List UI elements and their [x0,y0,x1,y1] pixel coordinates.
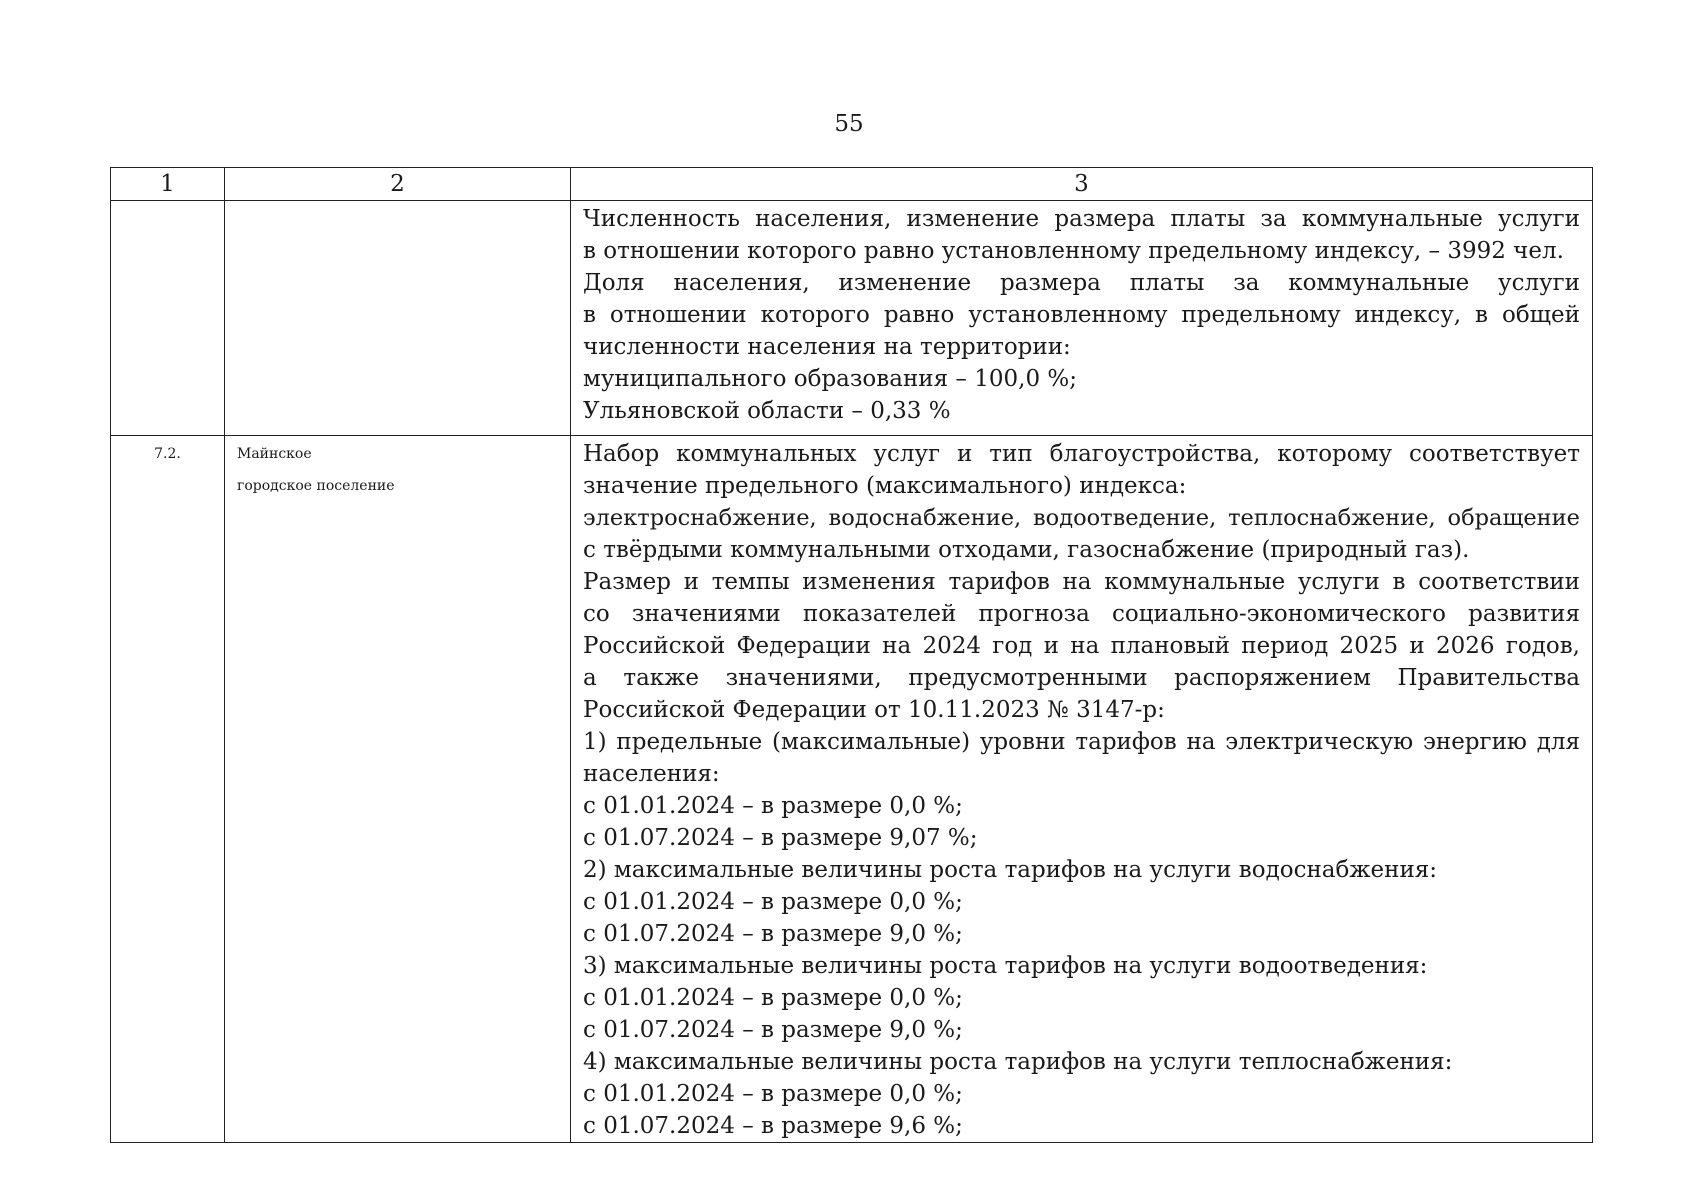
content-line: значение предельного (максимального) индекса: [583,473,1187,499]
column-header-3: 3 [571,168,1593,201]
content-cell [571,436,1593,1143]
content-line: в отношении которого равно установленному предельному индексу, – 3992 чел. [583,238,1564,264]
content-line: с 01.01.2024 – в размере 0,0 %; [583,889,963,915]
content-line: Численность населения, изменение размера платы за коммунальные услуги [583,206,1580,232]
content-line: 2) максимальные величины роста тарифов на услуги водоснабжения: [583,857,1438,883]
table-header-row [111,168,1593,201]
content-line: населения: [583,761,720,787]
tariff-table [110,167,1593,1143]
content-line: Ульяновской области – 0,33 % [583,398,951,424]
content-line: с 01.01.2024 – в размере 0,0 %; [583,793,963,819]
row-number-cell [111,201,225,436]
content-cell [571,201,1593,436]
content-line: со значениями показателей прогноза социально-экономического развития [583,601,1580,627]
content-line: 3) максимальные величины роста тарифов на услуги водоотведения: [583,953,1428,979]
content-line: Доля населения, изменение размера платы за коммунальные услуги [583,270,1580,296]
content-line: Набор коммунальных услуг и тип благоустройства, которому соответствует [583,441,1580,467]
content-line: электроснабжение, водоснабжение, водоотведение, теплоснабжение, обращение [583,505,1580,531]
content-line: Российской Федерации на 2024 год и на плановый период 2025 и 2026 годов, [583,633,1580,659]
municipality-cell [225,436,571,1143]
content-line: Российской Федерации от 10.11.2023 № 3147-р: [583,697,1165,723]
municipality-name-line: Майнское [237,446,312,462]
content-line: с 01.07.2024 – в размере 9,07 %; [583,825,978,851]
content-line: 4) максимальные величины роста тарифов на услуги теплоснабжения: [583,1049,1453,1075]
table-row [111,436,1593,1143]
content-line: в отношении которого равно установленному предельному индексу, в общей [583,302,1580,328]
content-line: 1) предельные (максимальные) уровни тарифов на электрическую энергию для [583,729,1580,755]
municipality-name-line: городское поселение [237,478,395,494]
column-header-2: 2 [225,168,571,201]
content-line: муниципального образования – 100,0 %; [583,366,1077,392]
content-line: с 01.07.2024 – в размере 9,0 %; [583,1017,963,1043]
page-number: 55 [834,111,864,137]
content-line: численности населения на территории: [583,334,1071,360]
content-line: с 01.07.2024 – в размере 9,6 %; [583,1113,963,1139]
table-row [111,201,1593,436]
content-line: с 01.07.2024 – в размере 9,0 %; [583,921,963,947]
content-line: Размер и темпы изменения тарифов на коммунальные услуги в соответствии [583,569,1580,595]
row-number: 7.2. [154,446,181,462]
content-line: с 01.01.2024 – в размере 0,0 %; [583,985,963,1011]
row-number-cell [111,436,225,1143]
content-line: с 01.01.2024 – в размере 0,0 %; [583,1081,963,1107]
row-number [111,203,224,235]
content-line: с твёрдыми коммунальными отходами, газоснабжение (природный газ). [583,537,1470,563]
column-header-1: 1 [111,168,225,201]
content-line: а также значениями, предусмотренными распоряжением Правительства [583,665,1580,691]
municipality-cell [225,201,571,436]
